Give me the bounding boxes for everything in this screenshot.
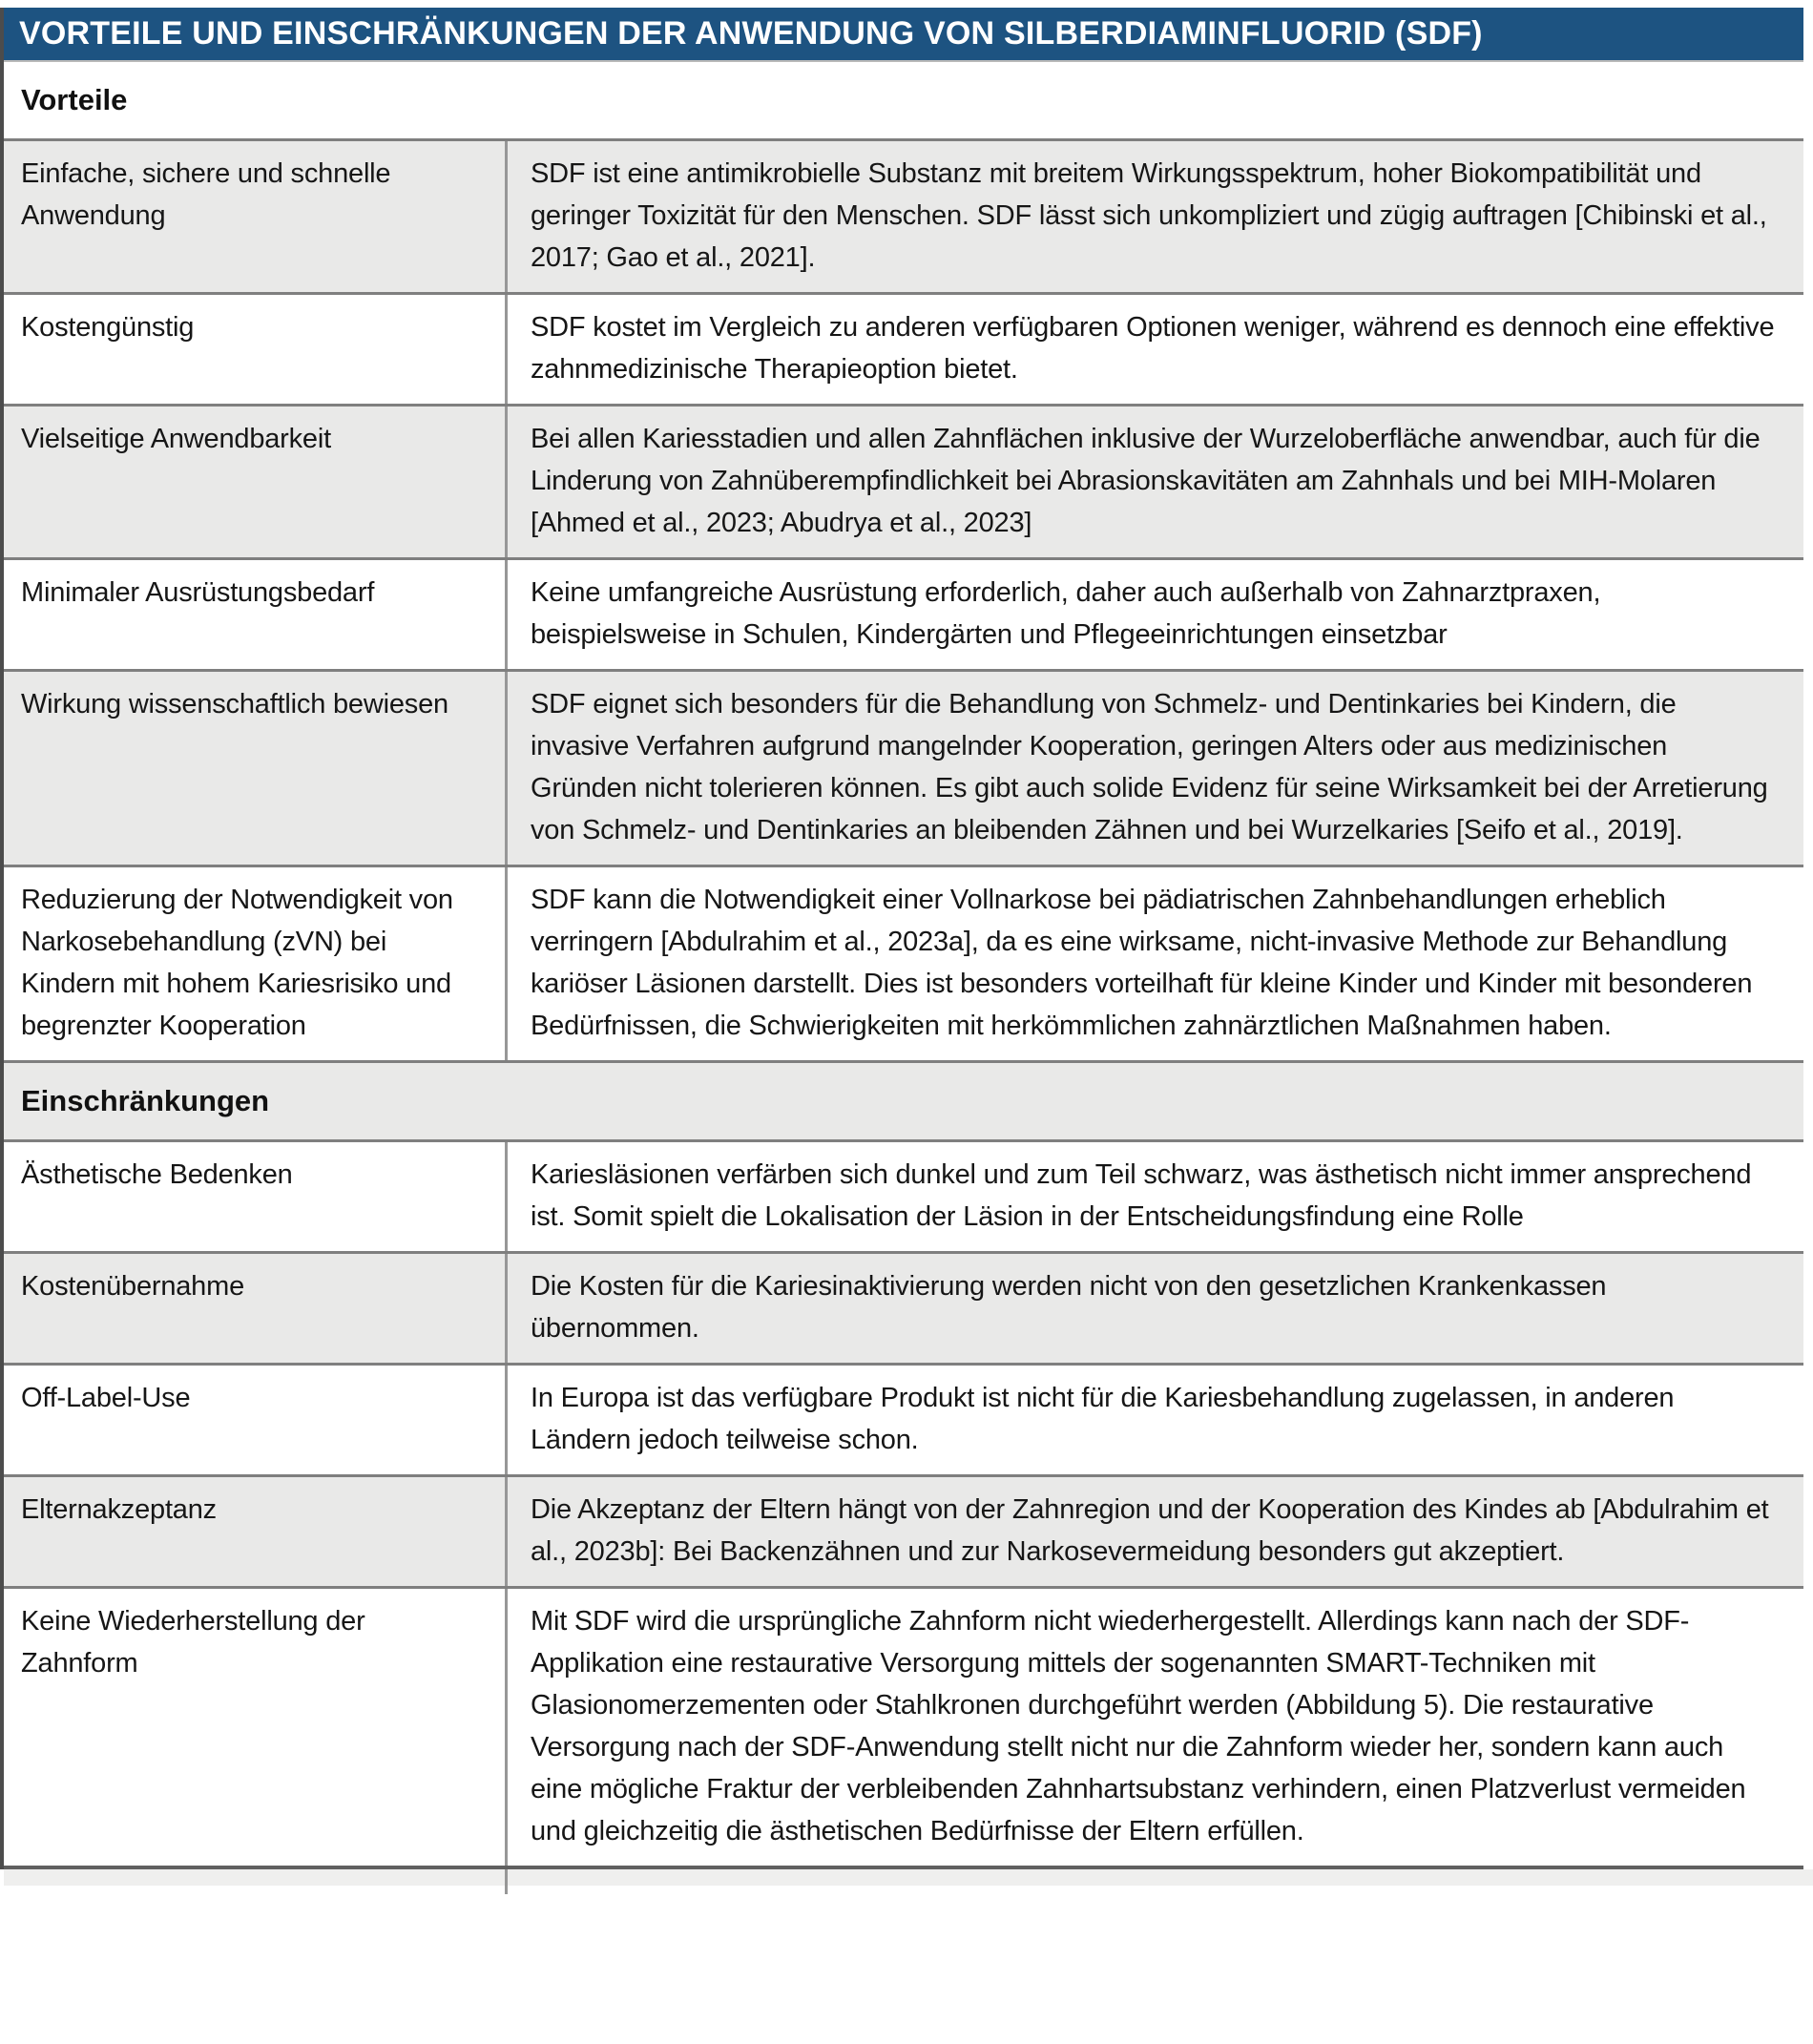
table-row-reduzierung-der-notwendigkeit-von-narkosebehandlung-zvn-bei-kindern-mit-hohem-kariesrisiko-und-begrenzter-kooperation [4, 867, 1803, 1063]
description-cell: Die Kosten für die Kariesinaktivierung werden nicht von den gesetzlichen Krankenkassen übernommen. [505, 1254, 1803, 1363]
table-row-kosteng-nstig [4, 295, 1803, 407]
table-row-vielseitige-anwendbarkeit [4, 407, 1803, 560]
section-label: Einschränkungen [21, 1084, 270, 1117]
description-cell: Keine umfangreiche Ausrüstung erforderlich, daher auch außerhalb von Zahnarztpraxen, beispielsweise in Schulen, Kindergärten und Pflegeeinrichtungen einsetzbar [505, 560, 1803, 669]
term-cell: Minimaler Ausrüstungsbedarf [21, 577, 375, 608]
description-cell: SDF eignet sich besonders für die Behandlung von Schmelz- und Dentinkaries bei Kindern, die invasive Verfahren aufgrund mangelnder Kooperation, geringen Alters oder aus medizinischen Gründen nicht tolerieren können. Es gibt auch solide Evidenz für seine Wirksamkeit bei der Arretierung von Schmelz- und Dentinkaries an bleibenden Zähnen und bei Wurzelkaries [Seifo et al., 2019]. [505, 672, 1803, 865]
description-cell: SDF kostet im Vergleich zu anderen verfügbaren Optionen weniger, während es dennoch eine effektive zahnmedizinische Therapieoption bietet. [505, 295, 1803, 404]
section-header-einschr-nkungen [4, 1063, 1803, 1142]
description-cell: Die Akzeptanz der Eltern hängt von der Zahnregion und der Kooperation des Kindes ab [Abdulrahim et al., 2023b]: Bei Backenzähnen und zur Narkosevermeidung besonders gut akzeptiert. [505, 1477, 1803, 1586]
description-cell: Kariesläsionen verfärben sich dunkel und zum Teil schwarz, was ästhetisch nicht immer ansprechend ist. Somit spielt die Lokalisation der Läsion in der Entscheidungsfindung eine Rolle [505, 1142, 1803, 1251]
table-row-wirkung-wissenschaftlich-bewiesen [4, 672, 1803, 867]
table-row-kosten-bernahme [4, 1254, 1803, 1366]
term-cell: Einfache, sichere und schnelle Anwendung [21, 158, 391, 231]
term-cell: Kostengünstig [21, 312, 195, 343]
section-header-vorteile [4, 62, 1803, 141]
partial-term-cell [4, 1869, 505, 1894]
description-cell: SDF kann die Notwendigkeit einer Vollnarkose bei pädiatrischen Zahnbehandlungen erheblich verringern [Abdulrahim et al., 2023a], da es eine wirksame, nicht-invasive Methode zur Behandlung kariöser Läsionen darstellt. Dies ist besonders vorteilhaft für kleine Kinder und Kinder mit besonderen Bedürfnissen, die Schwierigkeiten mit herkömmlichen zahnärztlichen Maßnahmen haben. [505, 867, 1803, 1060]
description-cell: In Europa ist das verfügbare Produkt ist nicht für die Kariesbehandlung zugelassen, in anderen Ländern jedoch teilweise schon. [505, 1366, 1803, 1474]
term-cell: Off-Label-Use [21, 1383, 191, 1413]
sdf-table [0, 8, 1803, 1869]
term-cell: Kostenübernahme [21, 1271, 244, 1302]
description-cell: Mit SDF wird die ursprüngliche Zahnform nicht wiederhergestellt. Allerdings kann nach der SDF-Applikation eine restaurative Versorgung mittels der sogenannten SMART-Techniken mit Glasionomerzementen oder Stahlkronen durchgeführt werden (Abbildung 5). Die restaurative Versorgung nach der SDF-Anwendung stellt nicht nur die Zahnform wieder her, sondern kann auch eine mögliche Fraktur der verbleibenden Zahnhartsubstanz verhindern, einen Platzverlust vermeiden und gleichzeitig die ästhetischen Bedürfnisse der Eltern erfüllen. [505, 1589, 1803, 1866]
table-row-partial [4, 1869, 1813, 1886]
table-title: VORTEILE UND EINSCHRÄNKUNGEN DER ANWENDUNG VON SILBERDIAMINFLUORID (SDF) [19, 15, 1483, 52]
partial-description-cell [505, 1869, 1813, 1894]
table-row-einfache-sichere-und-schnelle-anwendung [4, 141, 1803, 295]
table-row-minimaler-ausr-stungsbedarf [4, 560, 1803, 672]
term-cell: Keine Wiederherstellung der Zahnform [21, 1606, 365, 1679]
section-label: Vorteile [21, 83, 128, 116]
table-row-sthetische-bedenken [4, 1142, 1803, 1254]
term-cell: Reduzierung der Notwendigkeit von Narkosebehandlung (zVN) bei Kindern mit hohem Kariesrisiko und begrenzter Kooperation [21, 885, 453, 1041]
table-row-keine-wiederherstellung-der-zahnform [4, 1589, 1803, 1869]
description-cell: Bei allen Kariesstadien und allen Zahnflächen inklusive der Wurzeloberfläche anwendbar, auch für die Linderung von Zahnüberempfindlichkeit bei Abrasionskavitäten am Zahnhals und bei MIH-Molaren [Ahmed et al., 2023; Abudrya et al., 2023] [505, 407, 1803, 557]
term-cell: Wirkung wissenschaftlich bewiesen [21, 689, 448, 720]
description-cell: SDF ist eine antimikrobielle Substanz mit breitem Wirkungsspektrum, hoher Biokompatibilität und geringer Toxizität für den Menschen. SDF lässt sich unkompliziert und zügig auftragen [Chibinski et al., 2017; Gao et al., 2021]. [505, 141, 1803, 292]
term-cell: Ästhetische Bedenken [21, 1159, 293, 1190]
table-title-bar [4, 8, 1803, 62]
term-cell: Vielseitige Anwendbarkeit [21, 424, 331, 454]
term-cell: Elternakzeptanz [21, 1494, 217, 1525]
table-row-off-label-use [4, 1366, 1803, 1477]
table-row-elternakzeptanz [4, 1477, 1803, 1589]
table-body [4, 62, 1803, 1869]
